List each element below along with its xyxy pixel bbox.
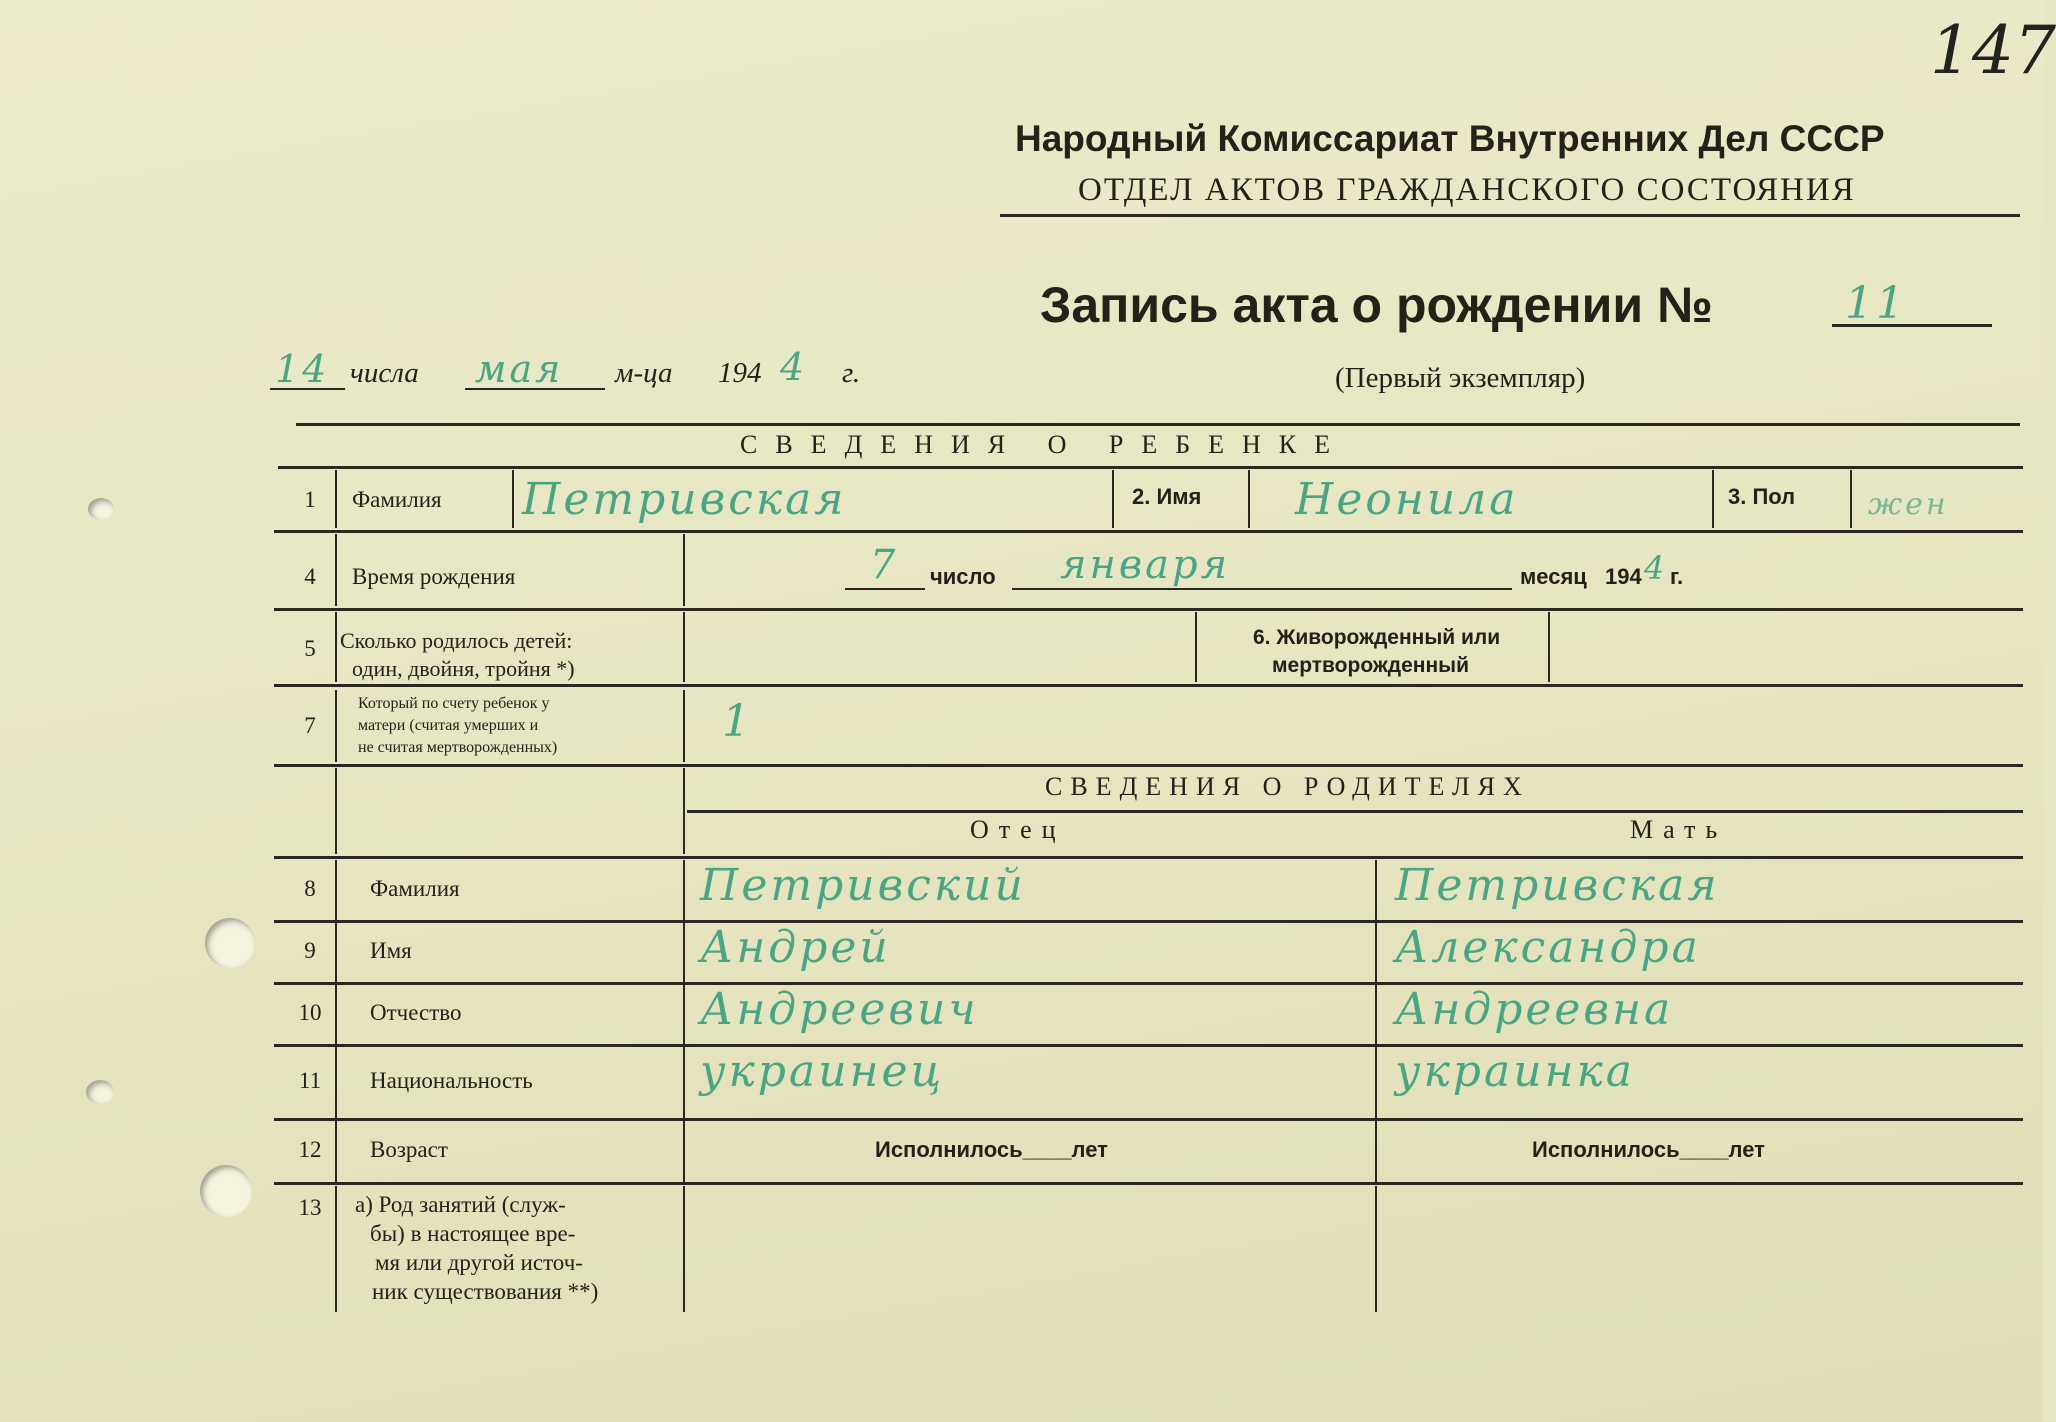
row-number: 4 <box>304 564 316 589</box>
date-month-line <box>465 388 605 390</box>
row-divider <box>683 1046 685 1118</box>
parents-section-title: СВЕДЕНИЯ О РОДИТЕЛЯХ <box>1045 772 1530 801</box>
row-number: 9 <box>304 938 316 963</box>
row-number: 1 <box>304 487 316 512</box>
row-line <box>274 982 2023 985</box>
date-day: 14 <box>275 347 330 391</box>
row-number: 5 <box>304 636 316 661</box>
birth-month-label: месяц <box>1520 564 1587 589</box>
record-number: 11 <box>1845 278 1907 329</box>
live-born-label-1: 6. Живорожденный или <box>1253 626 1501 649</box>
father-value: украинец <box>700 1046 945 1097</box>
row-divider <box>1712 470 1714 528</box>
punch-hole <box>88 498 114 520</box>
children-count-label-2: один, двойня, тройня *) <box>352 656 575 681</box>
row-line <box>274 920 2023 923</box>
row-divider <box>683 922 685 982</box>
row-divider <box>683 690 685 762</box>
row-divider <box>335 1186 337 1312</box>
birth-year-suffix: г. <box>1670 564 1684 589</box>
row-line <box>274 856 2023 859</box>
row-divider <box>1375 1186 1377 1312</box>
row-divider <box>1112 470 1114 528</box>
row-number: 7 <box>304 713 316 738</box>
row-divider <box>335 922 337 982</box>
punch-hole <box>86 1080 114 1104</box>
child-given-name: Неонила <box>1295 474 1519 525</box>
mother-value: Андреевна <box>1395 984 1674 1035</box>
child-surname: Петривская <box>522 474 847 525</box>
department-title: ОТДЕЛ АКТОВ ГРАЖДАНСКОГО СОСТОЯНИЯ <box>1078 172 1856 208</box>
row-divider <box>1248 470 1250 528</box>
row-line <box>274 684 2023 687</box>
copy-label: (Первый экземпляр) <box>1335 362 1586 394</box>
row-number: 8 <box>304 876 316 901</box>
father-value: Петривский <box>700 860 1026 911</box>
record-number-line <box>1832 324 1992 327</box>
row-divider <box>335 768 337 854</box>
mother-value: Александра <box>1395 922 1701 973</box>
row-line <box>274 530 2023 533</box>
archive-number: 147 <box>1930 12 2056 89</box>
child-sex: жен <box>1868 487 1949 522</box>
date-day-line <box>270 388 345 390</box>
row-divider <box>683 1120 685 1182</box>
father-column-label: Отец <box>970 815 1066 844</box>
row-line <box>274 1118 2023 1121</box>
row-divider <box>683 860 685 920</box>
parent-field-label: Фамилия <box>370 876 460 901</box>
date-year-suffix: г. <box>842 357 861 389</box>
child-section-title: СВЕДЕНИЯ О РЕБЕНКЕ <box>740 430 1349 459</box>
punch-hole <box>200 1165 252 1217</box>
row-divider <box>683 768 685 854</box>
page-title: Запись акта о рождении № <box>1040 277 1713 333</box>
parent-field-label: Имя <box>370 938 412 963</box>
row-number: 12 <box>298 1137 322 1162</box>
sex-label: 3. Пол <box>1728 484 1796 509</box>
given-name-label: 2. Имя <box>1132 484 1202 509</box>
row-divider <box>335 1046 337 1118</box>
row-divider <box>1375 984 1377 1044</box>
birth-year-digit: 4 <box>1644 549 1668 587</box>
row-line <box>274 1044 2023 1047</box>
row-divider <box>683 984 685 1044</box>
father-age: Исполнилось____лет <box>875 1137 1108 1162</box>
children-count-label-1: Сколько родилось детей: <box>340 628 573 653</box>
row-divider <box>335 470 337 528</box>
ministry-title: Народный Комиссариат Внутренних Дел СССР <box>1015 118 1885 159</box>
row-divider <box>335 984 337 1044</box>
row-divider <box>1548 612 1550 682</box>
row-divider <box>335 612 337 682</box>
row-divider <box>1375 860 1377 920</box>
birth-order-label-1: Который по счету ребенок у <box>358 695 550 712</box>
occupation-label-2: бы) в настоящее вре- <box>370 1221 576 1246</box>
section-line <box>278 466 2023 469</box>
punch-hole <box>205 918 255 968</box>
row-divider <box>683 534 685 606</box>
table-top-line <box>296 423 2020 426</box>
row-divider <box>335 690 337 762</box>
parent-field-label: Национальность <box>370 1068 533 1093</box>
row-number: 13 <box>298 1195 322 1220</box>
birth-time-label: Время рождения <box>352 564 516 589</box>
mother-value: украинка <box>1395 1046 1636 1097</box>
date-year-prefix: 194 <box>718 357 762 389</box>
live-born-label-2: мертворожденный <box>1272 654 1469 677</box>
row-divider <box>1375 922 1377 982</box>
occupation-label-1: а) Род занятий (служ- <box>355 1192 566 1217</box>
row-number: 10 <box>298 1000 322 1025</box>
birth-order-value: 1 <box>722 696 753 747</box>
header-underline <box>1000 214 2020 217</box>
date-month: мая <box>475 347 564 391</box>
mother-column-label: Мать <box>1630 815 1728 844</box>
mother-value: Петривская <box>1395 860 1720 911</box>
date-day-label: числа <box>350 357 419 389</box>
birth-day-line <box>845 588 925 590</box>
birth-order-label-3: не считая мертворожденных) <box>358 739 558 756</box>
parent-field-label: Возраст <box>370 1137 448 1162</box>
row-divider <box>1850 470 1852 528</box>
date-year-digit: 4 <box>780 345 808 389</box>
row-divider <box>1375 1120 1377 1182</box>
row-divider <box>335 1120 337 1182</box>
parent-field-label: Отчество <box>370 1000 462 1025</box>
row-divider <box>512 470 514 528</box>
row-divider <box>335 860 337 920</box>
birth-year-prefix: 194 <box>1605 564 1642 589</box>
section-line <box>687 810 2023 813</box>
row-divider <box>335 534 337 606</box>
birth-month-line <box>1012 588 1512 590</box>
birth-order-label-2: матери (считая умерших и <box>358 717 539 734</box>
birth-day-label: число <box>930 564 996 589</box>
occupation-label-4: ник существования **) <box>372 1279 599 1304</box>
occupation-label-3: мя или другой источ- <box>375 1250 583 1275</box>
row-line <box>274 1182 2023 1185</box>
birth-month: января <box>1060 542 1231 588</box>
surname-label: Фамилия <box>352 487 442 512</box>
date-month-label: м-ца <box>615 357 673 389</box>
row-divider <box>1195 612 1197 682</box>
row-line <box>274 608 2023 611</box>
row-divider <box>1375 1046 1377 1118</box>
row-line <box>274 764 2023 767</box>
row-divider <box>683 1186 685 1312</box>
row-divider <box>683 612 685 682</box>
birth-day: 7 <box>870 542 899 588</box>
row-number: 11 <box>298 1068 322 1093</box>
father-value: Андрей <box>700 922 891 973</box>
mother-age: Исполнилось____лет <box>1532 1137 1765 1162</box>
father-value: Андреевич <box>700 984 979 1035</box>
